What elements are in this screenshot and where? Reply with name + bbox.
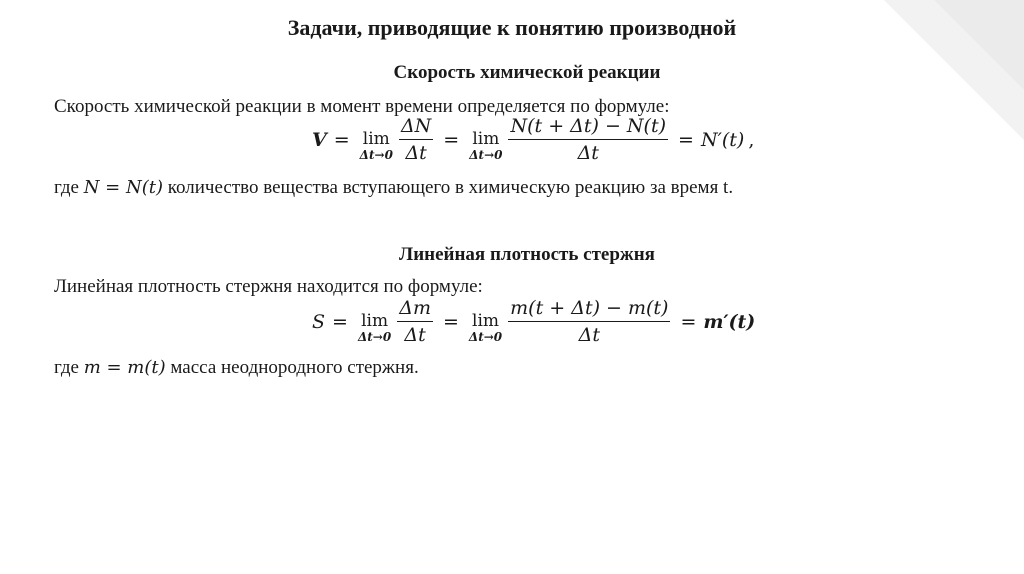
formula2-fraction-2 — [508, 297, 670, 346]
formula2-rhs: m′(t) — [703, 310, 756, 333]
formula2-eq2: = — [442, 310, 459, 333]
formula2-frac1-num: Δm — [397, 297, 433, 322]
section2-heading: Линейная плотность стержня — [399, 244, 655, 265]
formula1-frac2-num: N(t + Δt) − N(t) — [508, 115, 668, 140]
section1-where-text: количество вещества вступающего в химическую реакцию за время t. — [167, 177, 734, 198]
section2-formula — [312, 297, 755, 346]
section2-where-prefix: где — [54, 357, 79, 378]
formula2-frac2-den: Δt — [578, 324, 600, 346]
section1-intro: Скорость химической реакции в момент времени определяется по формуле: — [54, 96, 670, 117]
slide-title: Задачи, приводящие к понятию производной — [287, 15, 737, 40]
formula2-lhs: S — [312, 310, 326, 333]
section1-where-prefix: где — [54, 177, 79, 198]
formula1-eq1: = — [333, 128, 350, 151]
section2-where-math: m = m(t) — [83, 357, 166, 378]
formula2-eq1: = — [332, 310, 348, 333]
formula1-frac2-den: Δt — [577, 142, 599, 164]
section1-where-math: N = N(t) — [83, 177, 164, 198]
section2-intro: Линейная плотность стержня находится по формуле: — [54, 276, 483, 297]
formula2-limit-1 — [358, 312, 391, 344]
formula1-eq2: = — [443, 128, 460, 151]
formula2-lim1-sub: Δt→0 — [357, 329, 392, 344]
formula1-lim2-sub: Δt→0 — [469, 147, 503, 162]
formula2-lim2-word: lim — [472, 310, 500, 331]
formula1-lhs: V — [312, 128, 327, 151]
formula1-trailing-comma: , — [748, 128, 755, 151]
formula2-frac2-num: m(t + Δt) − m(t) — [508, 297, 670, 322]
section2-where-line — [54, 357, 419, 379]
section1-where-line — [54, 177, 733, 199]
formula1-limit-2 — [469, 130, 502, 162]
formula2-lim2-sub: Δt→0 — [468, 329, 503, 344]
formula1-frac1-den: Δt — [405, 142, 427, 164]
formula1-eq3: = — [678, 128, 694, 151]
formula1-lim2-word: lim — [472, 128, 500, 149]
section2-where-text: масса неоднородного стержня. — [170, 357, 419, 378]
formula1-rhs: N′(t) — [700, 128, 745, 151]
formula2-lim1-word: lim — [361, 310, 389, 331]
formula2-fraction-1 — [397, 297, 433, 346]
formula1-lim1-word: lim — [362, 128, 390, 149]
formula2-frac1-den: Δt — [404, 324, 426, 346]
section1-heading: Скорость химической реакции — [393, 62, 661, 83]
formula1-lim1-sub: Δt→0 — [359, 147, 393, 162]
formula2-eq3: = — [680, 310, 697, 333]
formula1-limit-1 — [360, 130, 393, 162]
formula1-frac1-num: ΔN — [399, 115, 433, 140]
formula1-fraction-2 — [508, 115, 668, 164]
formula2-limit-2 — [469, 312, 502, 344]
formula1-fraction-1 — [399, 115, 433, 164]
section1-formula — [312, 115, 754, 164]
